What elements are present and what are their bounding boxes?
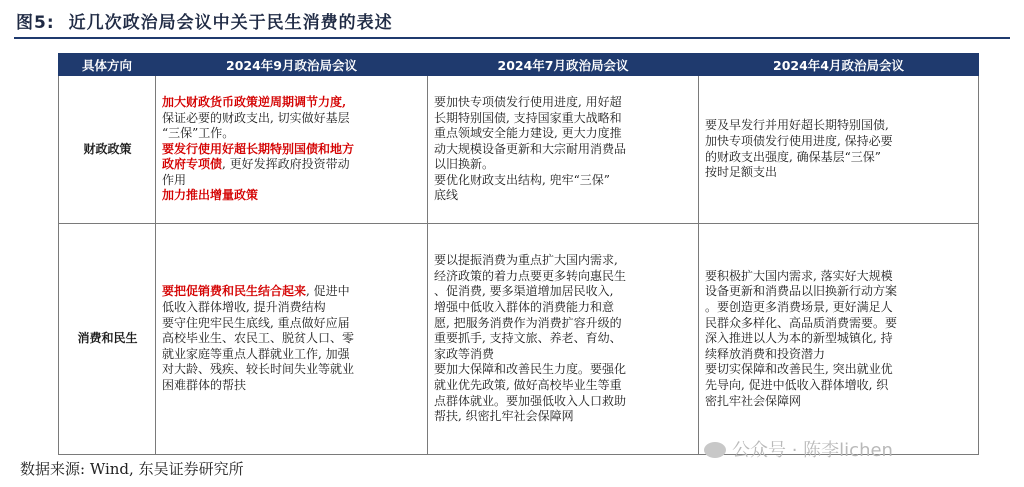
header-direction: 具体方向	[59, 54, 156, 76]
text-segment: “三保”工作。	[162, 126, 235, 141]
text-line: 帮扶, 织密扎牢社会保障网	[434, 409, 574, 424]
text-line: 。要创造更多消费场景, 更好满足人	[705, 300, 893, 315]
text-line: 要加大保障和改善民生力度。要强化	[434, 362, 627, 377]
figure-label: 图5:	[16, 13, 55, 33]
highlight-text: 要把促销费和民生结合起来	[162, 284, 307, 299]
figure-caption: 近几次政治局会议中关于民生消费的表述	[68, 13, 393, 33]
text-segment: 对大龄、残疾、较长时间失业等就业	[162, 362, 355, 377]
text-line: 要切实保障和改善民生, 突出就业优	[705, 362, 893, 377]
text-line	[162, 300, 422, 316]
text-segment: 高校毕业生、农民工、脱贫人口、零	[162, 331, 355, 346]
jul-cell	[428, 224, 699, 455]
text-segment: 要守住兜牢民生底线, 重点做好应届	[162, 315, 350, 330]
sep-cell	[156, 76, 428, 224]
header-apr: 2024年4月政治局会议	[699, 54, 979, 76]
text-line	[162, 378, 422, 394]
text-line	[162, 142, 422, 158]
text-line	[162, 95, 422, 111]
figure-title	[16, 8, 393, 32]
text-line: 深入推进以人为本的新型城镇化, 持	[705, 331, 893, 346]
text-line: 的财政支出强度, 确保基层“三保”	[705, 149, 881, 164]
data-source: 数据来源: Wind, 东吴证券研究所	[20, 460, 244, 478]
text-line	[162, 157, 422, 173]
text-line	[162, 331, 422, 347]
text-line: 增强中低收入群体的消费能力和意	[434, 300, 615, 315]
text-line	[162, 173, 422, 189]
sep-cell	[156, 224, 428, 455]
text-line: 按时足额支出	[705, 165, 778, 180]
text-line: 要积极扩大国内需求, 落实好大规模	[705, 268, 893, 283]
text-segment: 困难群体的帮扶	[162, 377, 247, 392]
text-line: 续释放消费和投资潜力	[705, 346, 826, 361]
text-segment: 保证必要的财政支出, 切实做好基层	[162, 110, 350, 125]
text-line: 先导向, 促进中低收入群体增收, 织	[705, 377, 889, 392]
category-cell: 消费和民生	[59, 224, 156, 455]
text-line: 要以提振消费为重点扩大国内需求,	[434, 253, 618, 268]
text-line: 就业优先政策, 做好高校毕业生等重	[434, 377, 622, 392]
table-row-fiscal	[59, 76, 979, 224]
header-jul: 2024年7月政治局会议	[428, 54, 699, 76]
text-line	[162, 188, 422, 204]
header-sep: 2024年9月政治局会议	[156, 54, 428, 76]
text-line: 动大规模设备更新和大宗耐用消费品	[434, 141, 627, 156]
highlight-text: 加力推出增量政策	[162, 188, 259, 203]
apr-cell	[699, 224, 979, 455]
apr-cell	[699, 76, 979, 224]
text-segment: , 促进中	[306, 284, 350, 299]
watermark	[704, 436, 893, 462]
title-rule	[14, 37, 1010, 39]
text-line: 要优化财政支出结构, 兜牢“三保”	[434, 172, 610, 187]
text-line	[162, 316, 422, 332]
policy-table	[58, 53, 979, 455]
text-line: 重要抓手, 支持文旅、养老、育幼、	[434, 331, 622, 346]
wechat-icon	[704, 442, 726, 458]
highlight-text: 政府专项债	[162, 157, 223, 172]
text-line: 要加快专项债发行使用进度, 用好超	[434, 94, 622, 109]
category-cell: 财政政策	[59, 76, 156, 224]
text-line	[162, 111, 422, 127]
text-line: 经济政策的着力点要更多转向惠民生	[434, 268, 627, 283]
text-line: 点群体就业。要加强低收入人口救助	[434, 393, 627, 408]
highlight-text: 加大财政货币政策逆周期调节力度,	[162, 94, 347, 109]
text-segment: 就业家庭等重点人群就业工作, 加强	[162, 346, 350, 361]
text-segment: , 更好发挥政府投资带动	[222, 157, 350, 172]
text-segment: 低收入群体增收, 提升消费结构	[162, 300, 326, 315]
text-line	[162, 362, 422, 378]
text-line: 重点领域安全能力建设, 更大力度推	[434, 126, 622, 141]
text-line: 愿, 把服务消费作为消费扩容升级的	[434, 315, 622, 330]
highlight-text: 要发行使用好超长期特别国债和地方	[162, 141, 355, 156]
text-line: 加快专项债发行使用进度, 保持必要	[705, 133, 893, 148]
table-row-consumption	[59, 224, 979, 455]
text-line: 以旧换新。	[434, 157, 495, 172]
text-line	[162, 126, 422, 142]
text-line: 底线	[434, 188, 459, 203]
text-line: 设备更新和消费品以旧换新行动方案	[705, 284, 898, 299]
text-line: 密扎牢社会保障网	[705, 393, 802, 408]
text-line: 要及早发行并用好超长期特别国债,	[705, 118, 889, 133]
text-line	[162, 347, 422, 363]
table-header-row	[59, 54, 979, 76]
watermark-text: 公众号 · 陈李lichen	[732, 440, 893, 461]
text-line	[162, 284, 422, 300]
text-line: 、促消费, 要多渠道增加居民收入,	[434, 284, 614, 299]
jul-cell	[428, 76, 699, 224]
text-segment: 作用	[162, 172, 187, 187]
text-line: 民群众多样化、高品质消费需要。要	[705, 315, 898, 330]
text-line: 家政等消费	[434, 346, 495, 361]
text-line: 长期特别国债, 支持国家重大战略和	[434, 110, 622, 125]
